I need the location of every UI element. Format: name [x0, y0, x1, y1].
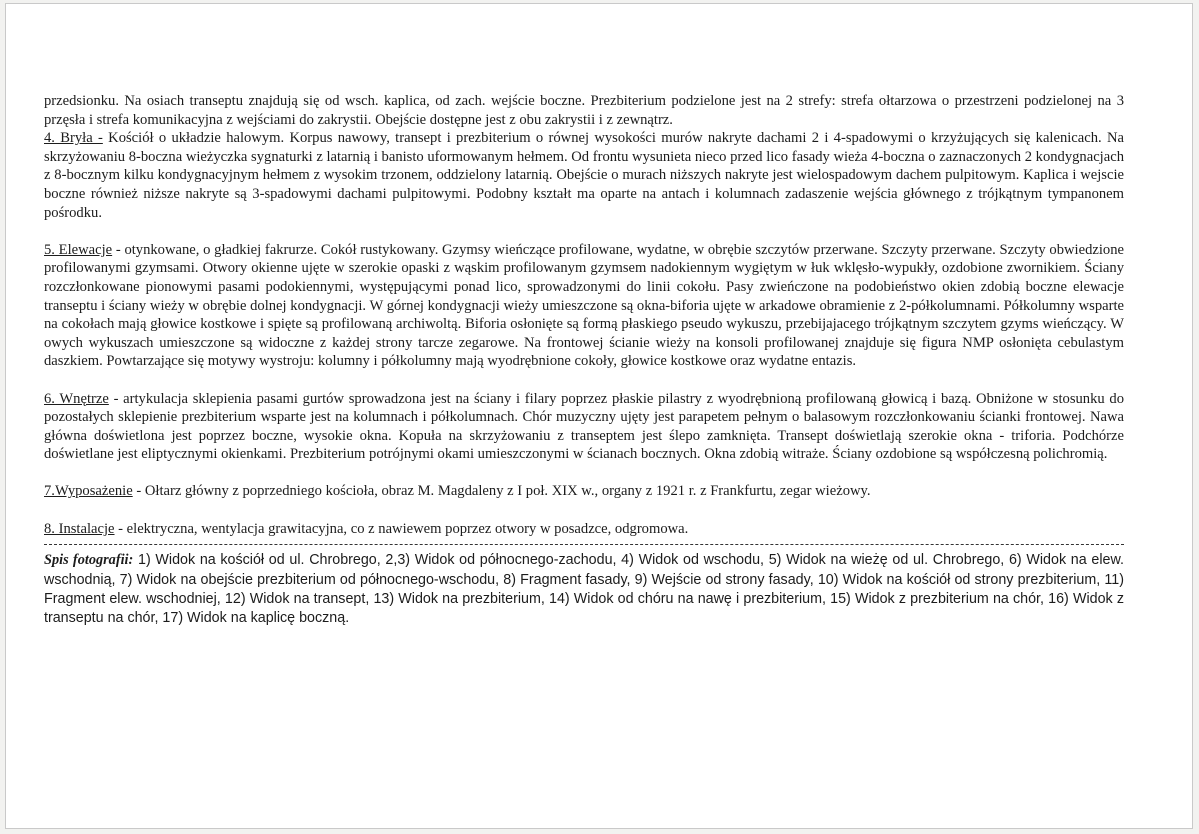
photo-list-label: Spis fotografii:	[44, 552, 134, 569]
section-heading: 4. Bryła -	[44, 130, 103, 147]
section-wnetrze	[44, 390, 1124, 464]
section-bryla	[44, 129, 1124, 222]
document-page	[5, 3, 1193, 829]
section-text: - Ołtarz główny z poprzedniego kościoła, obraz M. Magdaleny z I poł. XIX w., organy z 1921 r. z Frankfurtu, zegar wieżowy.	[132, 483, 871, 500]
document-body	[44, 92, 1124, 628]
photo-list	[44, 551, 1124, 628]
section-instalacje	[44, 520, 1124, 539]
intro-paragraph: przedsionku. Na osiach transeptu znajdują się od wsch. kaplica, od zach. wejście boczne. Prezbiterium podzielone jest na 2 strefy: strefa ołtarzowa o przestrzeni podzielonej na 3 przęsła i strefa komunikacyjna z wejściami do zakrystii. Obejście dostępne jest z obu zakrystii i z zewnątrz.	[44, 93, 1124, 128]
section-wyposazenie	[44, 482, 1124, 501]
section-elewacje	[44, 241, 1124, 371]
section-text: Kościół o układzie halowym. Korpus nawowy, transept i prezbiterium o równej wysokości murów nakryte dachami 2 i 4-spadowymi o krzyżujących się kalenicach. Na skrzyżowaniu 8-boczna wieżyczka sygnaturki z latarnią i banisto uformowanym hełmem. Od frontu wysunieta nieco przed lico fasady wieża 4-boczna o zaznaczonych 2 kondygnacjach z 8-bocznym kilku kondygnacyjnym hełmem z wysokim trzonem, oddzielony latarnią. Obejście o murach niższych nakryte jest wielospadowym dachem pulpitowym. Kaplica i wejscie boczne również niższe nakryte są 3-spadowymi dachami pulpitowymi. Podobny kształt ma oparte na antach i kolumnach zadaszenie wejścia głównego z trójkątnym tympanonem pośrodku.	[44, 130, 1124, 221]
section-text: - artykulacja sklepienia pasami gurtów sprowadzona jest na ściany i filary poprzez płaskie pilastry z wyodrębnioną profilowaną głowicą i bazą. Obniżone w stosunku do pozostałych sklepienie prezbiterium wsparte jest na kolumnach i półkolumnach. Chór muzyczny ujęty jest parapetem pełnym o balasowym rozczłonkowaniu ścianki frontowej. Nawa główna doświetlona jest poprzez boczne, wysokie okna. Kopuła na skrzyżowaniu z transeptem jest ślepo zamknięta. Transept doświetlają szerokie okna - triforia. Podchórze doświetlane jest eliptycznymi okienkami. Prezbiterium potrójnymi okami umieszczonymi w ścianach bocznych. Okna zdobią witraże. Ściany ozdobione są współczesną polichromią.	[44, 390, 1125, 463]
section-heading: 6. Wnętrze	[44, 390, 109, 407]
section-heading: 7.Wyposażenie	[44, 483, 133, 500]
section-heading: 8. Instalacje	[44, 520, 115, 537]
section-text: - otynkowane, o gładkiej fakrurze. Cokół rustykowany. Gzymsy wieńczące profilowane, wydatne, w obrębie szczytów przerwane. Szczyty przerwane. Szczyty obwiedzione profilowanymi gzymsami. Otwory okienne ujęte w szerokie opaski z wąskim profilowanym gzymsem nadokiennym wygiętym w łuk wklęsło-wypukły, ozdobione zwornikiem. Ściany rozczłonkowane pionowymi pasami podokiennymi, występującymi ponad lico, sprowadzonymi do linii cokołu. Pasy zwieńczone na podobieństwo okien zdobią boczne elewacje transeptu i ściany wieży w obrębie dolnej kondygnacji. W górnej kondygnacji wieży umieszczone są okna-biforia ujęte w arkadowe obramienie z 2-półkolumnami. Półkolumny wsparte na cokołach mają głowice kostkowe i spięte są profilowaną archiwoltą. Biforia osłonięte są formą płaskiego pseudo wykuszu, przebijajacego trójkątnym szczytem gzyms wieńczący. W owych wykuszach umieszczone są widoczne z każdej strony tarcze zegarowe. Na frontowej ścianie wieży na konsoli profilowanej znajduje się figura NMP osłonięta cebulastym daszkiem. Powtarzające się motywy wystroju: kolumny i półkolumny mają wyodrębnione cokoły, głowice kostkowe oraz wydatne entazis.	[44, 241, 1124, 370]
section-heading: 5. Elewacje	[44, 241, 113, 258]
dashed-divider	[44, 544, 1124, 545]
photo-list-text: 1) Widok na kościół od ul. Chrobrego, 2,3) Widok od północnego-zachodu, 4) Widok od wschodu, 5) Widok na wieżę od ul. Chrobrego, 6) Widok na elew. wschodnią, 7) Widok na obejście prezbiterium od północnego-wschodu, 8) Fragment fasady, 9) Wejście od strony fasady, 10) Widok na kościół od strony prezbiterium, 11) Fragment elew. wschodniej, 12) Widok na transept, 13) Widok na prezbiterium, 14) Widok od chóru na nawę i prezbiterium, 15) Widok z prezbiterium na chór, 16) Widok z transeptu na chór, 17) Widok na kaplicę boczną.	[44, 552, 1124, 627]
section-text: - elektryczna, wentylacja grawitacyjna, co z nawiewem poprzez otwory w posadzce, odgromowa.	[114, 520, 689, 537]
